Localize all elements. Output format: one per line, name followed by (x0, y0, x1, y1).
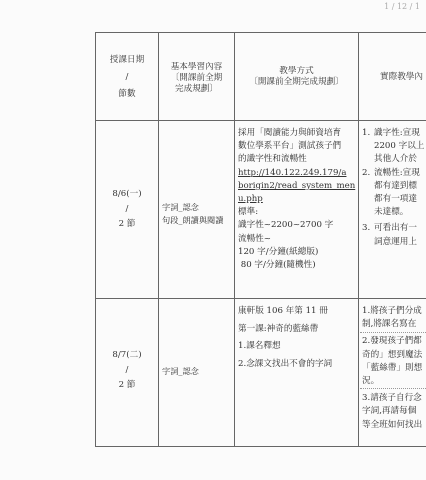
header-method-line1: 教學方式 (279, 66, 314, 76)
row1-method-link[interactable]: http://140.122.249.179/a (238, 167, 347, 178)
row2-method-line: 第一課:神奇的藍絲帶 (238, 323, 319, 334)
list-text: 可看出有一 (374, 223, 417, 234)
row1-method-link[interactable]: borigin2/read_system_men (238, 180, 356, 191)
row2-sessions: 2 節 (118, 380, 136, 390)
list-text: 未達標。 (374, 207, 409, 218)
header-actual-line1: 實際教學內 (380, 72, 423, 82)
row2-actual-line: 字詞,再請每個 (362, 406, 417, 417)
row1-method-line: 80 字/分鐘(隨機性) (238, 260, 316, 271)
row1-method-line: 的識字性和流暢性 (238, 154, 307, 165)
header-teaching-method (235, 66, 358, 88)
list-number: 2. (362, 167, 371, 178)
row2-method (238, 305, 358, 371)
row1-actual-line (362, 206, 426, 219)
row2-actual-line: 制,將課名寫在 (362, 319, 417, 330)
row2-actual-line: 奇的」想到魔法 (362, 349, 423, 360)
row1-method-line: 採用「閱讀能力與師資培育 (238, 128, 342, 138)
table-border-bottom (95, 446, 426, 447)
row1-method-line: 流暢性~ (238, 233, 271, 244)
row1-method-line: 120 字/分鐘(紙總版) (238, 246, 319, 257)
row1-sessions: 2 節 (118, 219, 136, 229)
header-content-line2: 〔開課前全期 (170, 73, 223, 83)
row2-date-value: 8/7(二) (112, 350, 142, 360)
row1-date-value: 8/6(一) (112, 189, 142, 199)
row2-actual-line: 況。 (362, 376, 380, 387)
row1-method-line: 識字性~2200~2700 字 (238, 220, 334, 231)
row1-actual-line (362, 193, 426, 206)
header-divider (95, 120, 426, 121)
row2-method-line: 1.課名釋想 (238, 341, 281, 351)
list-text: 2200 字以上 (374, 141, 425, 152)
row-divider (95, 298, 426, 299)
col-line-3 (234, 32, 235, 447)
row2-content (162, 365, 236, 378)
header-slash: / (125, 72, 129, 82)
row1-actual-line (362, 222, 426, 235)
row2-content-item: 字詞_認念 (162, 366, 199, 376)
corner-mark: 1 / 12 / 1 (384, 2, 420, 11)
row1-actual-line (362, 153, 426, 166)
col-line-4 (358, 32, 359, 447)
row2-actual-line: 等全班如何找出 (362, 419, 423, 430)
row1-content-item: 字詞_認念 (162, 202, 199, 212)
header-method-line2: 〔開課前全期完成規劃〕 (249, 77, 344, 87)
row1-actual-line (362, 180, 426, 193)
header-content-line3: 完成規劃〕 (175, 84, 218, 94)
row2-method-line: 康軒版 106 年第 11 冊 (238, 306, 328, 316)
row1-actual-line (362, 140, 426, 153)
table-border-top (95, 32, 426, 33)
header-date-sessions (96, 52, 158, 103)
row1-method-line: 標準: (238, 207, 259, 218)
row2-date-slash: / (125, 365, 129, 375)
list-text: 其他人介於 (374, 154, 417, 165)
row1-content-item: 句段_朗讀與閱讀 (162, 215, 224, 225)
list-number: 3. (362, 223, 371, 234)
row1-actual (362, 127, 426, 249)
row2-actual-separator (360, 332, 426, 333)
row1-method-link[interactable]: u.php (238, 194, 263, 205)
row2-actual-line: 「藍絲帶」則想 (362, 362, 423, 373)
row2-actual-line: 3.請孩子自行念 (362, 393, 422, 404)
list-number: 1. (362, 128, 371, 138)
row1-date (96, 187, 158, 232)
header-sessions-line: 節數 (118, 89, 136, 99)
list-text: 詞意運用上 (374, 236, 417, 247)
row2-method-line: 2.念課文找出不會的字詞 (238, 358, 333, 369)
list-text: 都有達到標 (374, 180, 417, 191)
row1-actual-line (362, 236, 426, 249)
header-basic-content (159, 62, 234, 95)
row2-actual (362, 305, 426, 432)
row2-date (96, 348, 158, 393)
row1-date-slash: / (125, 204, 129, 214)
row1-content (162, 201, 236, 227)
header-content-line1: 基本學習內容 (170, 62, 223, 72)
row2-actual-line: 1.將孩子們分成 (362, 306, 422, 316)
header-actual-content (362, 71, 426, 84)
row1-method (238, 127, 358, 272)
header-date-line: 授課日期 (109, 55, 145, 65)
list-text: 識字性:宣現 (374, 128, 420, 138)
row1-actual-line (362, 127, 426, 140)
row1-method-line: 數位學系平台」測試孩子們 (238, 141, 342, 152)
list-text: 流暢性:宣現 (374, 167, 420, 178)
list-text: 都有一項達 (374, 194, 417, 205)
row1-actual-line (362, 167, 426, 180)
row2-actual-separator (360, 388, 426, 389)
row2-actual-line: 2.發現孩子們都 (362, 336, 422, 347)
